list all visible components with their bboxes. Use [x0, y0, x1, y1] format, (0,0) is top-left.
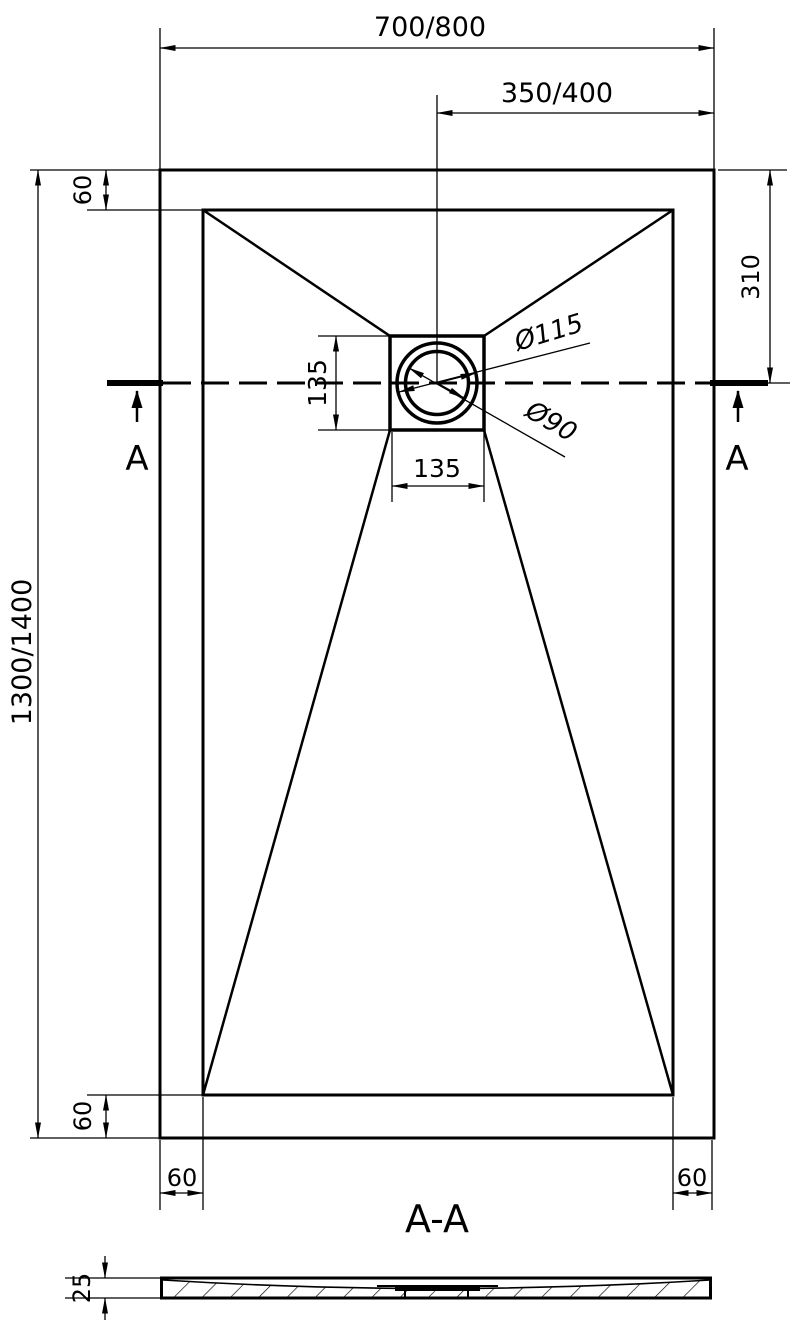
dim-flange-diameter: Ø115 [511, 308, 587, 358]
dim-overall-width: 700/800 [373, 12, 487, 43]
dim-drain-frame-width: 135 [413, 454, 461, 483]
section-drain-bar [395, 1285, 480, 1291]
slope-line-bottom-left [203, 430, 390, 1095]
dim-border-top: 60 [69, 174, 97, 206]
dim-drain-from-top: 310 [737, 254, 765, 300]
leader-waste-diameter-arrow [437, 383, 464, 398]
section-title: A-A [404, 1197, 470, 1241]
slope-line-top-left [203, 210, 390, 336]
dim-drain-from-right: 350/400 [500, 78, 614, 109]
dim-border-right: 60 [676, 1164, 708, 1192]
leader-flange-diameter [399, 343, 590, 392]
dim-border-left: 60 [166, 1164, 198, 1192]
section-letter-right: A [725, 439, 749, 479]
dim-border-bottom: 60 [69, 1100, 97, 1132]
slope-line-bottom-right [484, 430, 673, 1095]
section-letter-left: A [125, 439, 149, 479]
dim-overall-length: 1300/1400 [7, 578, 38, 726]
dim-thickness: 25 [68, 1272, 96, 1304]
dim-waste-diameter: Ø90 [520, 395, 582, 449]
dim-drain-frame-height: 135 [303, 359, 332, 407]
